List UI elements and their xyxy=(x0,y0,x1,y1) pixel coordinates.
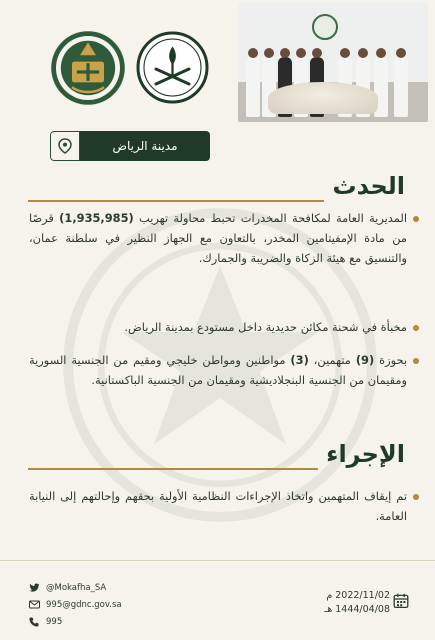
event-paragraph-1: المديرية العامة لمكافحة المخدرات تحبط محاولة تهريب (1,935,985) قرصًا من مادة الإمفيتامين المخدر، بالتعاون مع الجهاز النظير في سلطنة عمان، والتنسيق مع هيئة الزكاة والضريبة والجمارك. xyxy=(29,211,408,265)
action-heading: الإجراء xyxy=(326,440,405,468)
bullet xyxy=(413,325,419,331)
heading-divider xyxy=(28,200,324,202)
city-badge xyxy=(50,131,210,161)
seizure-photo xyxy=(238,2,428,122)
action-paragraph: تم إيقاف المتهمين واتخاذ الإجراءات النظامية الأولية بحقهم وإحالتهم إلى النيابة العامة. xyxy=(29,489,407,523)
twitter-icon xyxy=(28,582,40,594)
email-contact[interactable] xyxy=(28,596,122,613)
pills-pile xyxy=(268,82,378,114)
email-address: 995@gdnc.gov.sa xyxy=(46,599,122,610)
email-icon xyxy=(28,599,40,611)
location-pin-icon xyxy=(50,131,80,161)
heading-divider xyxy=(28,468,318,470)
twitter-contact[interactable] xyxy=(28,579,122,596)
date-block xyxy=(324,589,390,617)
city-name: مدينة الرياض xyxy=(80,131,210,161)
bullet xyxy=(413,494,419,500)
gregorian-date: 2022/11/02 م xyxy=(326,590,390,601)
hijri-date: 1444/04/08 هـ xyxy=(324,604,390,615)
contact-list xyxy=(28,579,122,630)
event-heading: الحدث xyxy=(332,172,405,200)
twitter-handle: @Mokafha_SA xyxy=(46,582,107,593)
footer xyxy=(0,560,435,640)
event-paragraph-3: بحوزة (9) متهمين، (3) مواطنين ومواطن خليجي ومقيم من الجنسية السورية ومقيمان من الجنسية البنجلاديشية ومقيمان من الجنسية الباكستانية. xyxy=(29,353,407,387)
phone-number: 995 xyxy=(46,616,63,627)
calendar-icon xyxy=(393,593,409,609)
phone-icon xyxy=(28,616,40,628)
phone-contact[interactable] xyxy=(28,613,122,630)
event-paragraph-2: مخبأة في شحنة مكائن حديدية داخل مستودع بمدينة الرياض. xyxy=(124,320,407,334)
bullet xyxy=(413,358,419,364)
bullet xyxy=(413,216,419,222)
gdnc-emblem-icon xyxy=(48,28,128,108)
saudi-emblem-icon xyxy=(135,30,210,105)
